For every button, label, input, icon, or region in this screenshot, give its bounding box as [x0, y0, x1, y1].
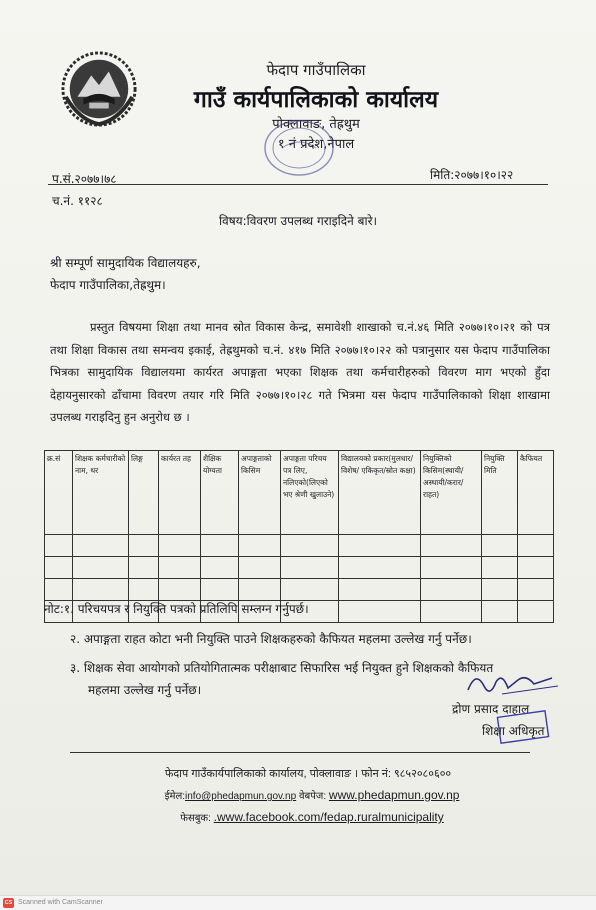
ref-number: प.सं.२०७७।७८	[52, 172, 117, 186]
signatory-name: द्रोण प्रसाद दाहाल	[452, 702, 530, 716]
note-2: २. अपाङ्गता राहत कोटा भनी नियुक्ति पाउने शिक्षकहरुको कैफियत महलमा उल्लेख गर्नु पर्नेछ।	[70, 632, 472, 646]
table-cell	[281, 579, 339, 601]
table-row	[45, 557, 554, 579]
table-cell	[45, 535, 73, 557]
table-cell	[482, 601, 518, 623]
facebook-label: फेसबुक:	[180, 813, 211, 824]
table-cell	[129, 557, 159, 579]
col-appointment-date: नियुक्ति मिति	[482, 451, 518, 535]
scanner-text: Scanned with CamScanner	[18, 899, 103, 906]
office-seal-icon	[262, 118, 336, 178]
office-address: पोक्लावाङ, तेह्रथुम	[272, 117, 360, 132]
table-cell	[201, 535, 239, 557]
email-label: ईमेल:	[164, 791, 186, 802]
table-cell	[281, 535, 339, 557]
web-label: वेबपेज:	[298, 791, 327, 802]
col-level: कार्यरत तह	[159, 451, 201, 535]
table-cell	[421, 535, 482, 557]
table-cell	[421, 601, 482, 623]
office-name: गाउँ कार्यपालिकाको कार्यालय	[193, 87, 439, 113]
dispatch-number: च.नं. ११२८	[52, 194, 103, 208]
col-serial: क्र.सं	[45, 451, 73, 535]
col-name: शिक्षक कर्मचारीको नाम, थर	[73, 451, 129, 535]
table-cell	[201, 557, 239, 579]
note-3-continued: महलमा उल्लेख गर्नु पर्नेछ।	[88, 683, 202, 697]
col-remarks: कैफियत	[518, 451, 554, 535]
table-cell	[518, 535, 554, 557]
table-row	[45, 535, 554, 557]
recipient-line-1: श्री सम्पूर्ण सामुदायिक विद्यालयहरु,	[50, 256, 201, 270]
body-paragraph: प्रस्तुत विषयमा शिक्षा तथा मानव स्रोत विकास केन्द्र, समावेशी शाखाको च.नं.४६ मिति २०७७।१०।२१ को पत्र तथा शिक्षा विकास तथा समन्वय इकाई, तेह्रथुमको च.नं. ४१७ मिति २०७७।१०।२२ को पत्रानुसार यस फेदाप गाउँपालिका भित्रका सामुदायिक विद्यालयमा कार्यरत अपाङ्गता भएका शिक्षक तथा कर्मचारीहरुको विवरण माग भएको हुँदा देहायनुसारको ढाँचामा विवरण तयार गरि मिति २०७७।१०।२८ गते भित्रमा यस फेदाप गाउँपालिकाको शिक्षा शाखामा उपलब्ध गराइदिनु हुन अनुरोध छ ।	[50, 320, 550, 424]
table-cell	[339, 557, 421, 579]
table-cell	[518, 557, 554, 579]
col-school-type: विद्यालयको प्रकार(मुलधार/विशेष/ एकिकृत/स्रोत कक्षा)	[339, 451, 421, 535]
table-row	[45, 579, 554, 601]
col-gender: लिङ्ग	[129, 451, 159, 535]
recipient-line-2: फेदाप गाउँपालिका,तेह्रथुम।	[50, 278, 166, 292]
footer-divider	[70, 752, 530, 753]
table-cell	[129, 535, 159, 557]
table-cell	[45, 557, 73, 579]
footer-facebook	[14, 810, 596, 824]
table-cell	[239, 579, 281, 601]
municipality-name: फेदाप गाउँपालिका	[266, 61, 366, 79]
table-cell	[421, 557, 482, 579]
table-cell	[239, 557, 281, 579]
table-cell	[73, 557, 129, 579]
table-cell	[159, 557, 201, 579]
col-qualification: शैक्षिक योग्यता	[201, 451, 239, 535]
letter-date: मिति:२०७७।१०।२२	[430, 168, 514, 182]
col-appointment-type: नियुक्तिको किसिम(स्थायी/ अस्थायी/करार/ राहत)	[421, 451, 482, 535]
table-cell	[482, 557, 518, 579]
col-disability-type: अपाङ्गताको किसिम	[239, 451, 281, 535]
table-cell	[518, 579, 554, 601]
table-cell	[518, 601, 554, 623]
table-cell	[159, 535, 201, 557]
subject-line: विषय:विवरण उपलब्ध गराइदिने बारे।	[218, 214, 378, 228]
table-cell	[281, 557, 339, 579]
table-cell	[159, 579, 201, 601]
footer-contact: फेदाप गाउँकार्यपालिकाको कार्यालय, पोक्लावाङ । फोन नं: ९८५२०८०६००	[164, 768, 452, 780]
table-cell	[73, 535, 129, 557]
signature-icon	[462, 664, 562, 704]
table-cell	[239, 535, 281, 557]
table-cell	[482, 579, 518, 601]
table-header-row	[45, 451, 554, 535]
table-cell	[129, 579, 159, 601]
web-link[interactable]: www.phedapmun.gov.np	[328, 788, 460, 802]
col-id-card: अपाङ्गता परिचय पत्र लिए, नलिएको(लिएको भए श्रेणी खुलाउने)	[281, 451, 339, 535]
email-link[interactable]: info@phedapmun.gov.np	[185, 791, 297, 802]
table-cell	[482, 535, 518, 557]
facebook-link[interactable]: .www.facebook.com/fedap.ruralmunicipality	[213, 810, 444, 824]
footer-email-web	[14, 788, 596, 802]
note-3: ३. शिक्षक सेवा आयोगको प्रतियोगितात्मक परीक्षाबाट सिफारिस भई नियुक्त हुने शिक्षकको कैफियत	[70, 661, 494, 675]
camscanner-badge: CS	[4, 900, 13, 906]
table-cell	[421, 579, 482, 601]
details-table	[44, 450, 554, 623]
table-cell	[339, 579, 421, 601]
note-1: नोट:१. परिचयपत्र र नियुक्ति पत्रको प्रतिलिपि सम्लग्न गर्नुपर्छ।	[44, 602, 309, 616]
signatory-title: शिक्षा अधिकृत	[482, 724, 545, 738]
table-cell	[201, 579, 239, 601]
table-cell	[45, 579, 73, 601]
officer-stamp-icon	[496, 708, 550, 746]
office-province: १ नं प्रदेश,नेपाल	[277, 137, 355, 152]
header-divider	[48, 184, 548, 185]
table-cell	[339, 535, 421, 557]
scanner-watermark	[0, 895, 596, 910]
table-cell	[73, 579, 129, 601]
table-cell	[339, 601, 421, 623]
